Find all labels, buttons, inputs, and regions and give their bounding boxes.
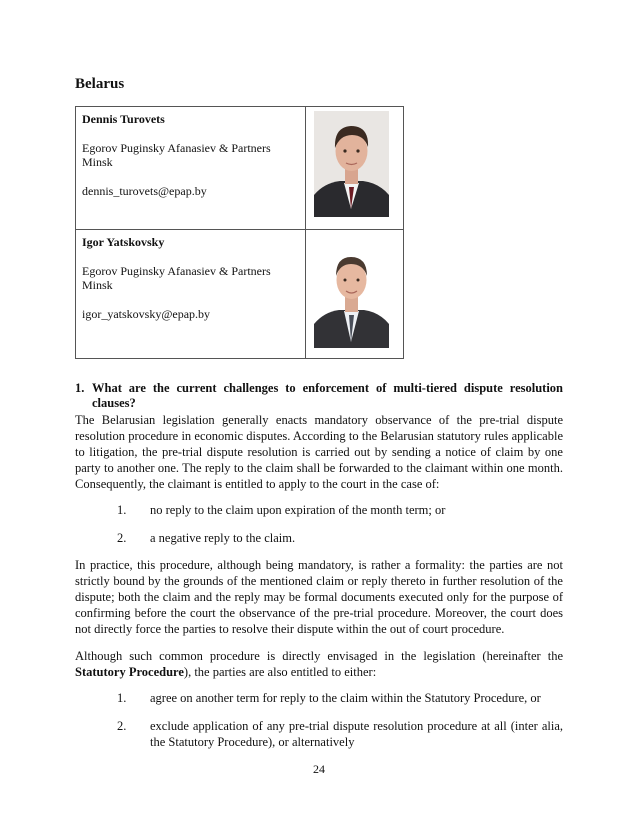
question-heading [75,381,563,410]
portrait-image [314,242,389,348]
paragraph-text: Although such common procedure is directly envisaged in the legislation (hereinafter the [75,649,563,663]
contact-photo-cell [306,230,404,359]
contact-firm: Egorov Puginsky Afanasiev & Partners [82,140,271,155]
paragraph-intro: The Belarusian legislation generally enacts mandatory observance of the pre-trial dispute resolution procedure in economic disputes. According to the Belarusian statutory rules applicable to litigation, the pre-trial dispute resolution is carried out by sending a notice of claim by one party to another one. The reply to the claim shall be forwarded to the claimant within one month. Consequently, the claimant is entitled to apply to the court in the case of: [75,413,563,491]
contacts-table [75,106,404,359]
paragraph-text: ), the parties are also entitled to either: [183,665,377,679]
list-item-text: agree on another term for reply to the claim within the Statutory Procedure, or [150,691,541,705]
portrait-image [314,111,389,217]
list-item-number: 2. [117,719,127,733]
contact-email: igor_yatskovsky@epap.by [82,306,211,321]
contact-info-cell [76,230,306,359]
paragraph-practice: In practice, this procedure, although being mandatory, is rather a formality: the parties are not strictly bound by the grounds of the mentioned claim or reply thereto in further resolution of the dispute; both the claim and the reply may be formal documents executed only for the purpose of confirming before the court the observance of the pre-trial procedure. Moreover, the court does not directly force the parties to resolve their dispute within the out of court procedure. [75,558,563,636]
contact-email: dennis_turovets@epap.by [82,183,207,198]
list-item-number: 2. [117,531,127,545]
contact-info-cell [76,107,306,230]
list-item-text: no reply to the claim upon expiration of the month term; or [150,503,446,517]
portrait-photo [314,111,389,217]
list-item-text: a negative reply to the claim. [150,531,296,545]
contact-name: Dennis Turovets [82,112,165,126]
contact-row [76,230,404,359]
list-item-text: exclude application of any pre-trial dispute resolution procedure at all (inter alia, the Statutory Procedure), or alternatively [150,719,563,749]
question-number: 1. [75,381,85,395]
portrait-photo [314,242,389,348]
page-number: 24 [313,762,325,776]
contact-city: Minsk [82,278,113,292]
list-item-number: 1. [117,691,127,705]
country-heading: Belarus [75,76,125,92]
contact-photo-cell [306,107,404,230]
contact-name: Igor Yatskovsky [82,235,165,249]
paragraph-statutory [75,648,563,680]
contact-firm: Egorov Puginsky Afanasiev & Partners [82,263,271,278]
list-item-number: 1. [117,503,127,517]
question-text: What are the current challenges to enforcement of multi-tiered dispute resolution clauses? [92,381,563,410]
contact-city: Minsk [82,155,113,169]
defined-term: Statutory Procedure [75,665,184,679]
contact-row [76,107,404,230]
